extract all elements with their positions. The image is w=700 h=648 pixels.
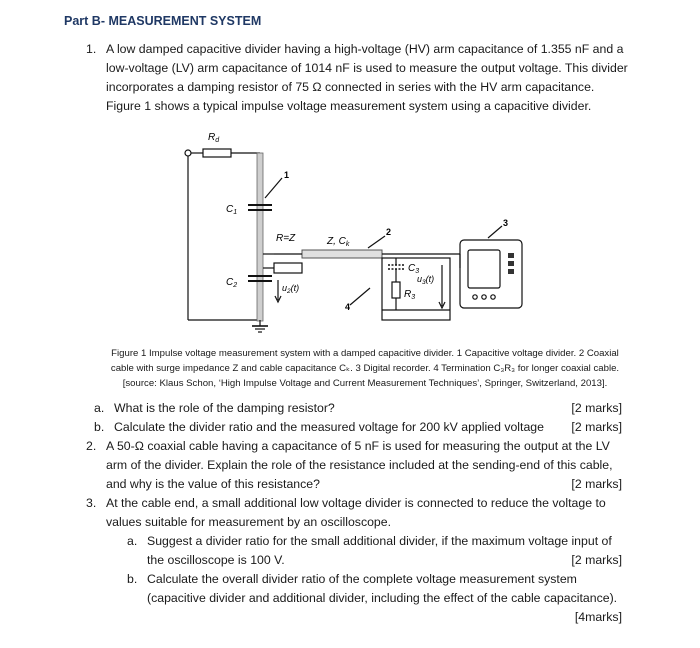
- label-number-4: 4: [345, 302, 351, 312]
- coaxial-cable: [302, 250, 382, 258]
- input-terminal: [185, 150, 191, 156]
- q1-line-3: incorporates a damping resistor of 75 Ω connected in series with the HV arm capacitance.: [106, 80, 595, 94]
- label-number-3: 3: [503, 218, 509, 228]
- label-number-1: 1: [284, 170, 290, 180]
- q1-line-2: low-voltage (LV) arm capacitance of 1014 nF is used to measure the output voltage. This divider: [106, 61, 628, 75]
- label-r3: $R_3$: [404, 289, 416, 301]
- recorder-knob-1: [473, 295, 477, 299]
- q3a-line-1: Suggest a divider ratio for the small additional divider, if the maximum voltage input of: [147, 534, 612, 548]
- label-c1: $C_1$: [226, 204, 238, 216]
- damping-resistor-rd: [203, 149, 231, 157]
- label-r-equals-z: R=Z: [276, 233, 296, 244]
- recorder-key-2: [508, 261, 514, 266]
- recorder-key-1: [508, 253, 514, 258]
- recorder-screen: [468, 250, 500, 288]
- q1a-label: a.: [94, 401, 105, 415]
- figure-caption-line-2: cable with surge impedance Z and cable capacitance Cₖ. 3 Digital recorder. 4 Termination C₃R₃ for longer coaxial cable.: [110, 363, 620, 374]
- label-number-2: 2: [386, 227, 392, 237]
- label-c2: $C_2$: [226, 277, 238, 289]
- recorder-key-3: [508, 269, 514, 274]
- q3-line-1: At the cable end, a small additional low voltage divider is connected to reduce the voltage to: [106, 496, 606, 510]
- q1b-text: Calculate the divider ratio and the measured voltage for 200 kV applied voltage: [114, 420, 544, 434]
- section-title: Part B- MEASUREMENT SYSTEM: [64, 14, 262, 28]
- q1a-text: What is the role of the damping resistor?: [114, 401, 335, 415]
- q1-line-4: Figure 1 shows a typical impulse voltage measurement system using a capacitive divider.: [106, 99, 592, 113]
- resistor-r3: [392, 282, 400, 298]
- q1a-marks: [2 marks]: [571, 401, 622, 415]
- q2-line-2: arm of the divider. Explain the role of the resistance included at the sending-end of this cable,: [106, 458, 613, 472]
- q3b-line-1: Calculate the overall divider ratio of the complete voltage measurement system: [147, 572, 577, 586]
- label-c3: $C_3$: [408, 263, 420, 275]
- q3-number: 3.: [86, 496, 97, 510]
- q2-number: 2.: [86, 439, 97, 453]
- divider-column: [257, 153, 263, 321]
- sending-end-resistor: [274, 263, 302, 273]
- label-u2: $u_2(t)$: [282, 283, 300, 295]
- figure-caption-line-3: [source: Klaus Schon, ‘High Impulse Voltage and Current Measurement Techniques’, Springer, Switzerland, 2013].: [122, 378, 608, 389]
- q1-number: 1.: [86, 42, 97, 56]
- recorder-knob-3: [491, 295, 495, 299]
- recorder-knob-2: [482, 295, 486, 299]
- q3b-marks: [4marks]: [574, 610, 622, 624]
- label-rd: $R_d$: [208, 132, 220, 144]
- q2-line-1: A 50-Ω coaxial cable having a capacitance of 5 nF is used for measuring the output at the LV: [106, 439, 610, 453]
- label-cable-zc: Z, $C_k$: [327, 236, 350, 248]
- q3b-line-2: (capacitive divider and additional divider, including the effect of the cable capacitance).: [147, 591, 618, 605]
- q2-marks: [2 marks]: [571, 477, 622, 491]
- figure-caption-line-1: Figure 1 Impulse voltage measurement system with a damped capacitive divider. 1 Capacitive voltage divider. 2 Coaxial: [111, 348, 619, 359]
- q1b-label: b.: [94, 420, 105, 434]
- q3-line-2: values suitable for measurement by an oscilloscope.: [106, 515, 392, 529]
- q2-line-3: and why is the value of this resistance?: [106, 477, 320, 491]
- figure-1-circuit-diagram: [170, 120, 530, 335]
- q3b-label: b.: [127, 572, 138, 586]
- q1-line-1: A low damped capacitive divider having a high-voltage (HV) arm capacitance of 1.355 nF and a: [106, 42, 624, 56]
- q3a-marks: [2 marks]: [571, 553, 622, 567]
- q3a-label: a.: [127, 534, 138, 548]
- label-u3: $u_3(t)$: [417, 274, 435, 286]
- q1b-marks: [2 marks]: [571, 420, 622, 434]
- q3a-line-2: the oscilloscope is 100 V.: [147, 553, 285, 567]
